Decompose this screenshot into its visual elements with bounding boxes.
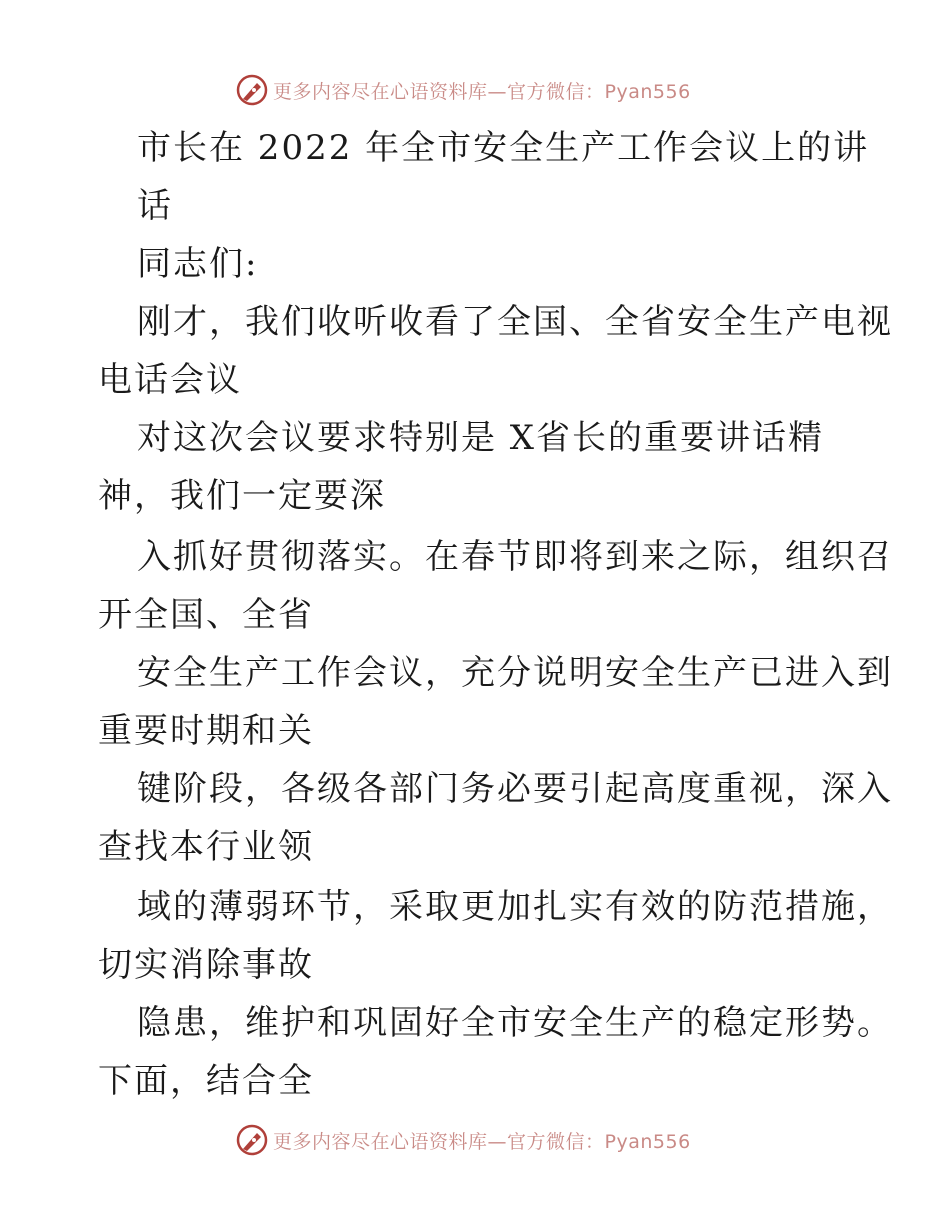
text-line: 电话会议 xyxy=(98,360,242,400)
banner-text: 更多内容尽在心语资料库—官方微信：Pyan556 xyxy=(273,80,691,103)
text-line: 下面，结合全 xyxy=(98,1061,314,1101)
salutation: 同志们: xyxy=(137,244,259,284)
pen-nib-icon xyxy=(235,1123,269,1157)
text-line: 开全国、全省 xyxy=(98,595,314,635)
pen-nib-icon xyxy=(235,73,269,107)
text-line: 对这次会议要求特别是 X省长的重要讲话精 xyxy=(137,418,825,458)
footer-banner xyxy=(235,1122,691,1158)
banner-text: 更多内容尽在心语资料库—官方微信：Pyan556 xyxy=(273,1130,691,1153)
title-line: 话 xyxy=(137,186,173,226)
text-line: 切实消除事故 xyxy=(98,945,314,985)
text-line: 键阶段，各级各部门务必要引起高度重视，深入 xyxy=(137,769,893,809)
header-banner xyxy=(235,72,691,108)
text-line: 查找本行业领 xyxy=(98,827,314,867)
text-line: 入抓好贯彻落实。在春节即将到来之际，组织召 xyxy=(137,537,893,577)
text-line: 重要时期和关 xyxy=(98,711,314,751)
text-line: 域的薄弱环节，采取更加扎实有效的防范措施， xyxy=(137,887,893,927)
text-line: 安全生产工作会议，充分说明安全生产已进入到 xyxy=(137,653,893,693)
text-line: 神，我们一定要深 xyxy=(98,476,386,516)
text-line: 刚才，我们收听收看了全国、全省安全生产电视 xyxy=(137,302,893,342)
title-line: 市长在 2022 年全市安全生产工作会议上的讲 xyxy=(137,128,870,168)
text-line: 隐患，维护和巩固好全市安全生产的稳定形势。 xyxy=(137,1003,893,1043)
